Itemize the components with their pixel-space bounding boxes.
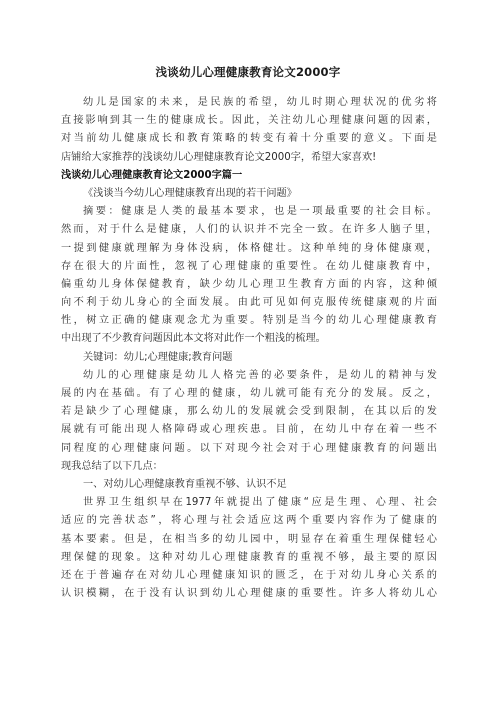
body-line: 世界卫生组织早在1977年就提出了健康“应是生理、心理、社会 (83, 497, 437, 509)
body-line: 若是缺少了心理健康，那么幼儿的发展就会受到限制，在其以后的发 (61, 406, 437, 418)
section-heading: 浅谈幼儿心理健康教育论文2000字篇一 (61, 169, 243, 181)
body-line: 然而，对于什么是健康，人们的认识并不完全一致。在许多人脑子里， (61, 224, 437, 236)
body-line: 幼儿是国家的未来，是民族的希望，幼儿时期心理状况的优劣将 (83, 97, 437, 108)
body-line: 同程度的心理健康问题。以下对现今社会对于心理健康教育的问题出 (61, 442, 437, 454)
body-line: 展就有可能出现人格障碍或心理疾患。目前，在幼儿中存在着一些不 (61, 424, 437, 436)
body-line: 《浅谈当今幼儿心理健康教育出现的若干问题》 (83, 187, 297, 199)
body-line: 存在很大的片面性，忽视了心理健康的重要性。在幼儿健康教育中， (61, 260, 437, 272)
body-line: 现我总结了以下几点： (61, 460, 163, 472)
body-line: 向不利于幼儿身心的全面发展。由此可见如何克服传统健康观的片面 (61, 297, 437, 309)
body-line: 性，树立正确的健康观念尤为重要。特别是当今的幼儿心理健康教育 (61, 315, 437, 327)
body-line: 基本要素。但是，在相当多的幼儿园中，明显存在着重生理保健轻心 (61, 533, 437, 545)
body-line: 理保健的现象。这种对幼儿心理健康教育的重视不够，最主要的原因 (61, 551, 437, 563)
body-line: 幼儿的心理健康是幼儿人格完善的必要条件，是幼儿的精神与发 (83, 369, 437, 381)
body-line: 直接影响到其一生的健康成长。因此，关注幼儿心理健康问题的因素， (61, 115, 437, 127)
body-line: 对当前幼儿健康成长和教育策略的转变有着十分重要的意义。下面是 (61, 133, 437, 145)
body-line: 关键词：幼儿;心理健康;教育问题 (83, 351, 233, 363)
body-line: 还在于普遍存在对幼儿心理健康知识的匮乏，在于对幼儿身心关系的 (61, 569, 437, 581)
body-line: 店铺给大家推荐的浅谈幼儿心理健康教育论文2000字，希望大家喜欢! (61, 151, 377, 163)
body-line: 认识模糊，在于没有认识到幼儿心理健康的重要性。许多人将幼儿心 (61, 588, 437, 600)
body-line: 中出现了不少教育问题因此本文将对此作一个粗浅的梳理。 (61, 333, 326, 345)
body-line: 偏重幼儿身体保健教育，缺少幼儿心理卫生教育方面的内容，这种倾 (61, 278, 437, 290)
body-line: 一提到健康就理解为身体没病，体格健壮。这种单纯的身体健康观， (61, 242, 437, 254)
document-body (61, 94, 437, 603)
body-line: 展的内在基础。有了心理的健康，幼儿就可能有充分的发展。反之， (61, 388, 437, 399)
document-title: 浅谈幼儿心理健康教育论文2000字 (155, 65, 341, 79)
body-line: 摘要：健康是人类的最基本要求，也是一项最重要的社会目标。 (83, 206, 437, 218)
body-line: 适应的完善状态”，将心理与社会适应这两个重要内容作为了健康的 (61, 515, 437, 527)
body-line: 一、对幼儿心理健康教育重视不够、认识不足 (83, 478, 287, 490)
